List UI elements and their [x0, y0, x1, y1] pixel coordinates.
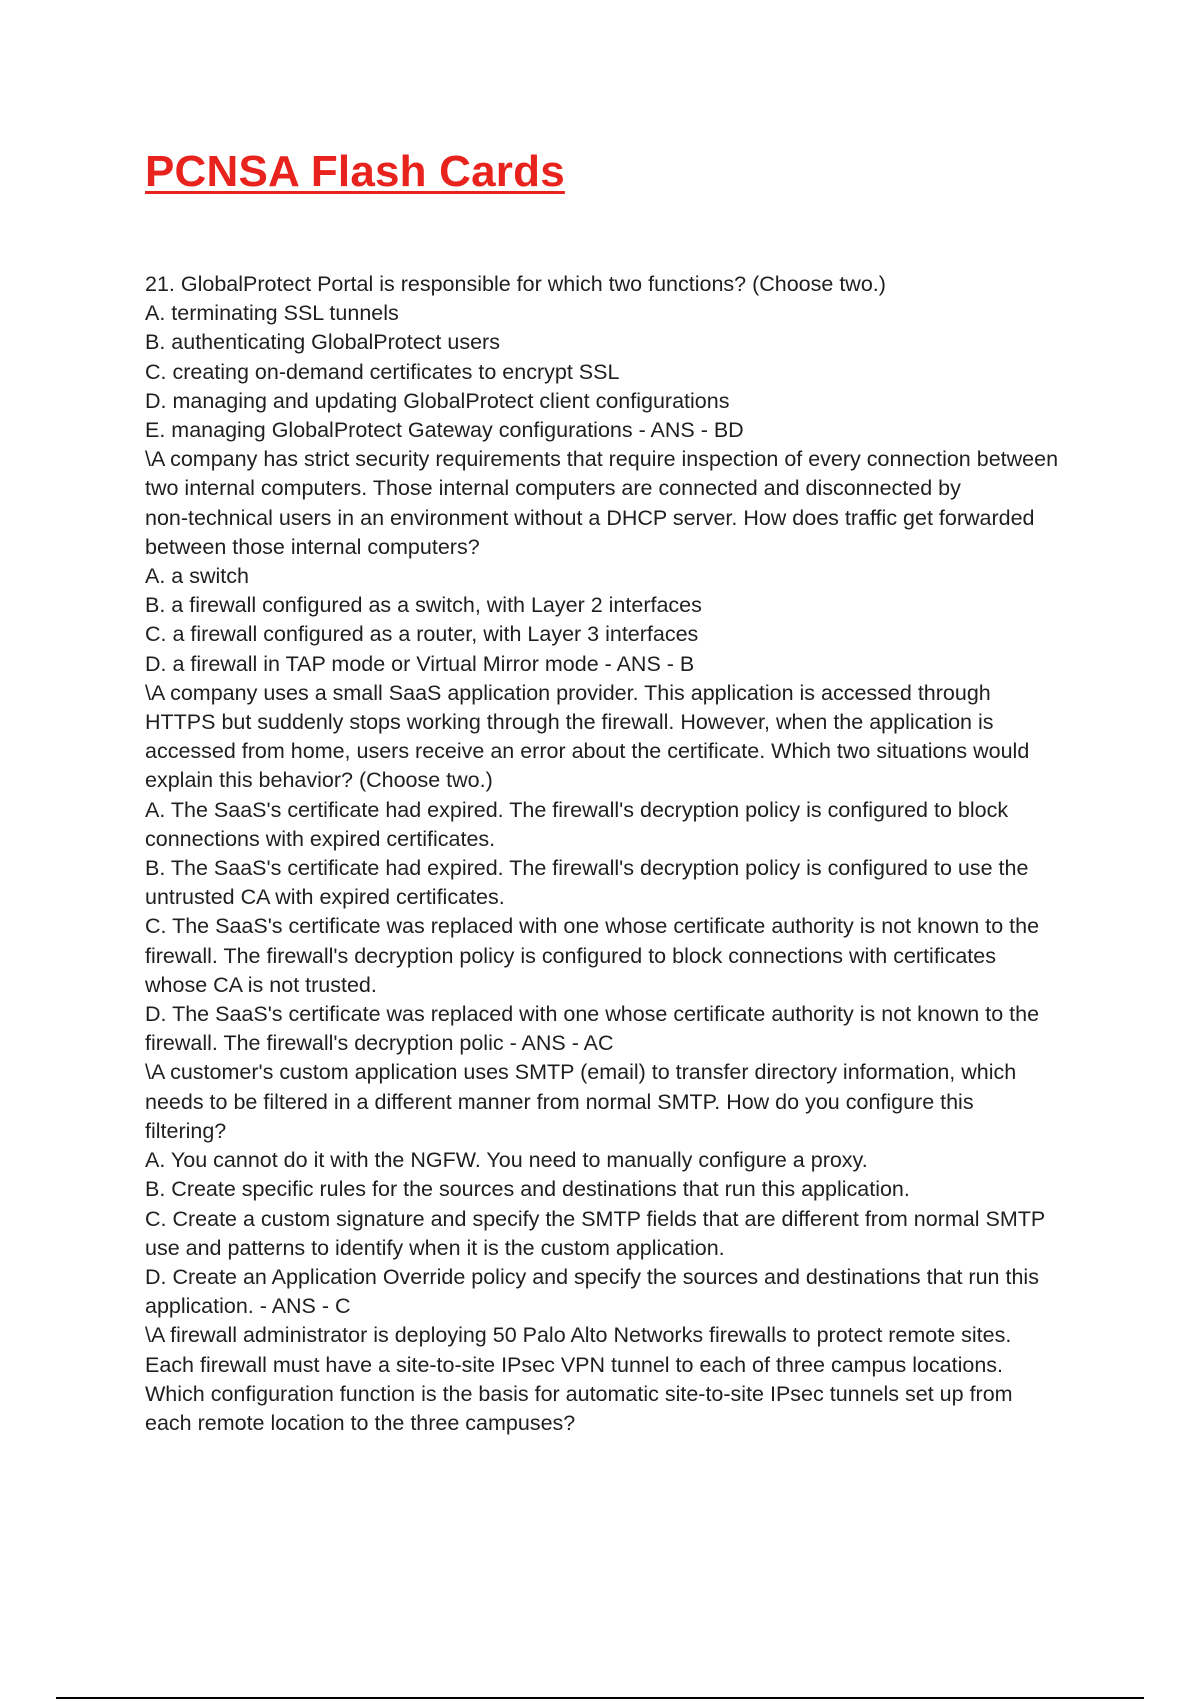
- text-line: use and patterns to identify when it is the custom application.: [145, 1235, 725, 1260]
- text-line: accessed from home, users receive an error about the certificate. Which two situations would: [145, 739, 1030, 764]
- document-title: PCNSA Flash Cards: [145, 147, 565, 196]
- text-line: E. managing GlobalProtect Gateway configurations - ANS - BD: [145, 418, 744, 443]
- text-line: A. The SaaS's certificate had expired. The firewall's decryption policy is configured to block: [145, 797, 1009, 822]
- text-line: B. a firewall configured as a switch, with Layer 2 interfaces: [145, 593, 702, 618]
- text-line: application. - ANS - C: [145, 1294, 351, 1319]
- text-line: explain this behavior? (Choose two.): [145, 768, 493, 793]
- text-line: C. Create a custom signature and specify the SMTP fields that are different from normal SMTP: [145, 1206, 1046, 1231]
- text-line: needs to be filtered in a different manner from normal SMTP. How do you configure this: [145, 1089, 974, 1114]
- text-line: \A customer's custom application uses SMTP (email) to transfer directory information, which: [145, 1060, 1017, 1085]
- text-line: B. Create specific rules for the sources and destinations that run this application.: [145, 1177, 910, 1202]
- text-line: each remote location to the three campuses?: [145, 1410, 576, 1435]
- text-line: two internal computers. Those internal computers are connected and disconnected by: [145, 476, 961, 501]
- text-line: C. The SaaS's certificate was replaced with one whose certificate authority is not known to the: [145, 914, 1040, 939]
- text-line: firewall. The firewall's decryption polic - ANS - AC: [145, 1031, 614, 1056]
- document-body: [145, 270, 1095, 1438]
- text-line: connections with expired certificates.: [145, 826, 496, 851]
- text-line: A. You cannot do it with the NGFW. You need to manually configure a proxy.: [145, 1148, 868, 1173]
- text-line: Each firewall must have a site-to-site IPsec VPN tunnel to each of three campus locations.: [145, 1352, 1004, 1377]
- text-line: HTTPS but suddenly stops working through the firewall. However, when the application is: [145, 710, 994, 735]
- text-line: between those internal computers?: [145, 534, 480, 559]
- text-line: A. terminating SSL tunnels: [145, 301, 399, 326]
- text-line: C. creating on-demand certificates to encrypt SSL: [145, 359, 620, 384]
- text-line: firewall. The firewall's decryption policy is configured to block connections with certificates: [145, 943, 996, 968]
- text-line: filtering?: [145, 1118, 227, 1143]
- text-line: D. a firewall in TAP mode or Virtual Mirror mode - ANS - B: [145, 651, 695, 676]
- text-line: D. Create an Application Override policy and specify the sources and destinations that run this: [145, 1264, 1039, 1289]
- footer-divider: [56, 1697, 1144, 1699]
- text-line: C. a firewall configured as a router, with Layer 3 interfaces: [145, 622, 699, 647]
- text-line: Which configuration function is the basis for automatic site-to-site IPsec tunnels set up from: [145, 1381, 1013, 1406]
- text-line: \A company has strict security requirements that require inspection of every connection between: [145, 447, 1059, 472]
- text-line: A. a switch: [145, 564, 249, 589]
- text-line: D. managing and updating GlobalProtect client configurations: [145, 388, 730, 413]
- text-line: B. authenticating GlobalProtect users: [145, 330, 500, 355]
- text-line: \A firewall administrator is deploying 50 Palo Alto Networks firewalls to protect remote sites.: [145, 1323, 1012, 1348]
- text-line: untrusted CA with expired certificates.: [145, 885, 505, 910]
- text-line: D. The SaaS's certificate was replaced with one whose certificate authority is not known to the: [145, 1002, 1040, 1027]
- text-line: B. The SaaS's certificate had expired. The firewall's decryption policy is configured to use the: [145, 856, 1029, 881]
- text-line: non-technical users in an environment without a DHCP server. How does traffic get forwarded: [145, 505, 1035, 530]
- text-line: \A company uses a small SaaS application provider. This application is accessed through: [145, 680, 991, 705]
- text-line: whose CA is not trusted.: [145, 972, 377, 997]
- text-line: 21. GlobalProtect Portal is responsible for which two functions? (Choose two.): [145, 272, 886, 296]
